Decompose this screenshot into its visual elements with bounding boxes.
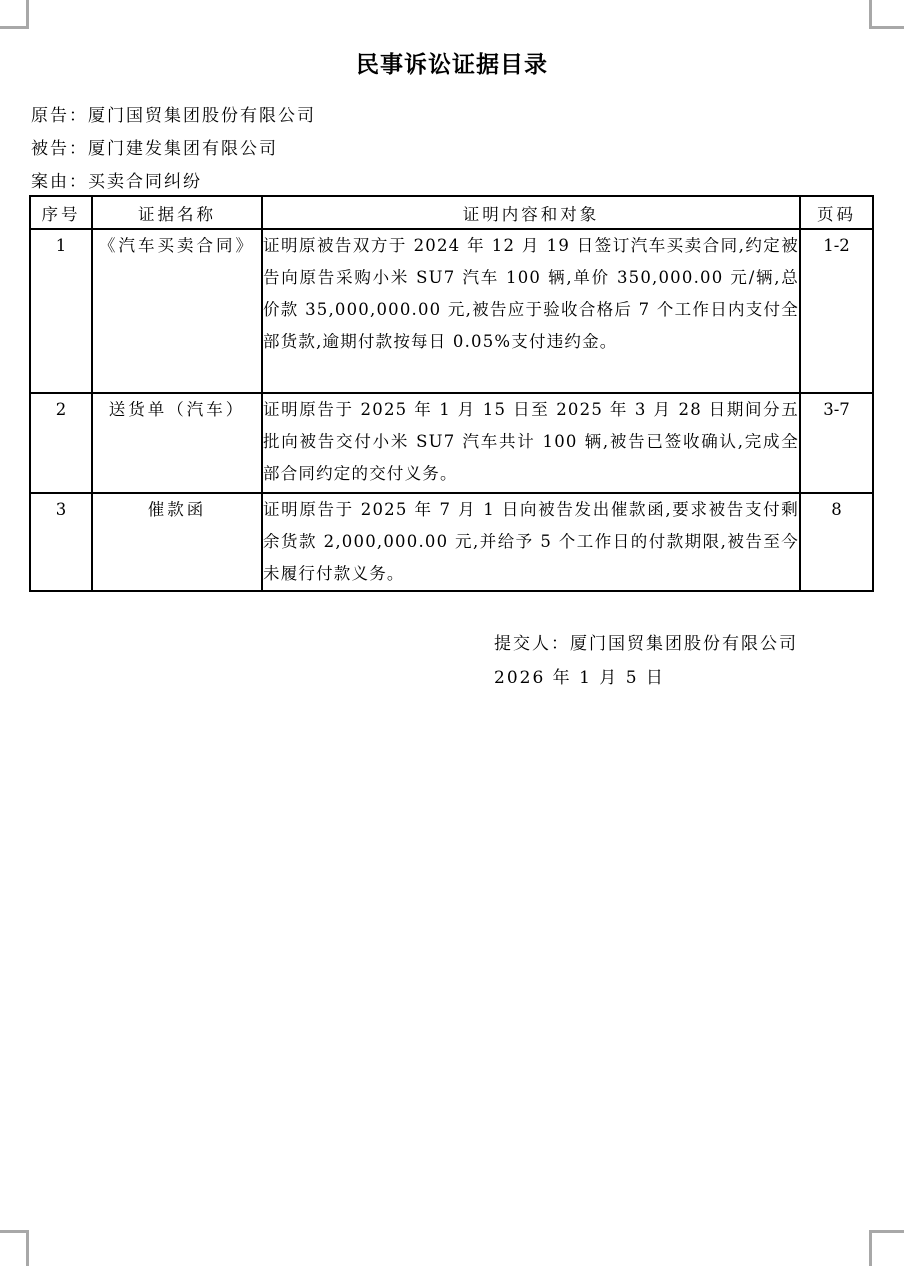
cause-value: 买卖合同纠纷	[88, 172, 202, 192]
submitter-label: 提交人：	[494, 634, 570, 654]
header-name: 证据名称	[92, 196, 262, 229]
crop-mark-bottom-left	[0, 1230, 29, 1233]
defendant-line	[31, 134, 278, 159]
cause-label: 案由：	[31, 172, 88, 192]
plaintiff-value: 厦门国贸集团股份有限公司	[88, 106, 316, 126]
row-pages: 3-7	[800, 393, 873, 493]
crop-mark-bottom-right	[869, 1230, 904, 1233]
crop-mark-top-right	[869, 0, 872, 29]
row-no: 3	[30, 493, 92, 591]
plaintiff-label: 原告：	[31, 106, 88, 126]
cause-line	[31, 167, 202, 192]
crop-mark-bottom-right	[869, 1230, 872, 1266]
table-row	[30, 493, 873, 591]
row-no: 2	[30, 393, 92, 493]
evidence-table	[29, 195, 874, 592]
table-row	[30, 229, 873, 393]
row-evidence-name: 送货单（汽车）	[92, 393, 262, 493]
row-evidence-name: 《汽车买卖合同》	[92, 229, 262, 393]
row-content: 证明原被告双方于 2024 年 12 月 19 日签订汽车买卖合同,约定被告向原告采购小米 SU7 汽车 100 辆,单价 350,000.00 元/辆,总价款 35,000,000.00 元,被告应于验收合格后 7 个工作日内支付全部货款,逾期付款按每日 0.05%支付违约金。	[262, 229, 800, 393]
row-no: 1	[30, 229, 92, 393]
table-header-row	[30, 196, 873, 229]
row-content: 证明原告于 2025 年 7 月 1 日向被告发出催款函,要求被告支付剩余货款 2,000,000.00 元,并给予 5 个工作日的付款期限,被告至今未履行付款义务。	[262, 493, 800, 591]
row-evidence-name: 催款函	[92, 493, 262, 591]
row-pages: 1-2	[800, 229, 873, 393]
table-row	[30, 393, 873, 493]
document-title: 民事诉讼证据目录	[356, 52, 548, 78]
row-content: 证明原告于 2025 年 1 月 15 日至 2025 年 3 月 28 日期间分五批向被告交付小米 SU7 汽车共计 100 辆,被告已签收确认,完成全部合同约定的交付义务。	[262, 393, 800, 493]
crop-mark-bottom-left	[26, 1230, 29, 1266]
submitter-value: 厦门国贸集团股份有限公司	[570, 634, 798, 654]
header-no: 序号	[30, 196, 92, 229]
submitter-line	[494, 629, 798, 654]
row-pages: 8	[800, 493, 873, 591]
plaintiff-line	[31, 101, 316, 126]
crop-mark-top-left	[26, 0, 29, 29]
defendant-value: 厦门建发集团有限公司	[88, 139, 278, 159]
crop-mark-top-left	[0, 26, 29, 29]
header-pages: 页码	[800, 196, 873, 229]
defendant-label: 被告：	[31, 139, 88, 159]
crop-mark-top-right	[869, 26, 904, 29]
submission-date: 2026 年 1 月 5 日	[494, 668, 665, 688]
header-content: 证明内容和对象	[262, 196, 800, 229]
